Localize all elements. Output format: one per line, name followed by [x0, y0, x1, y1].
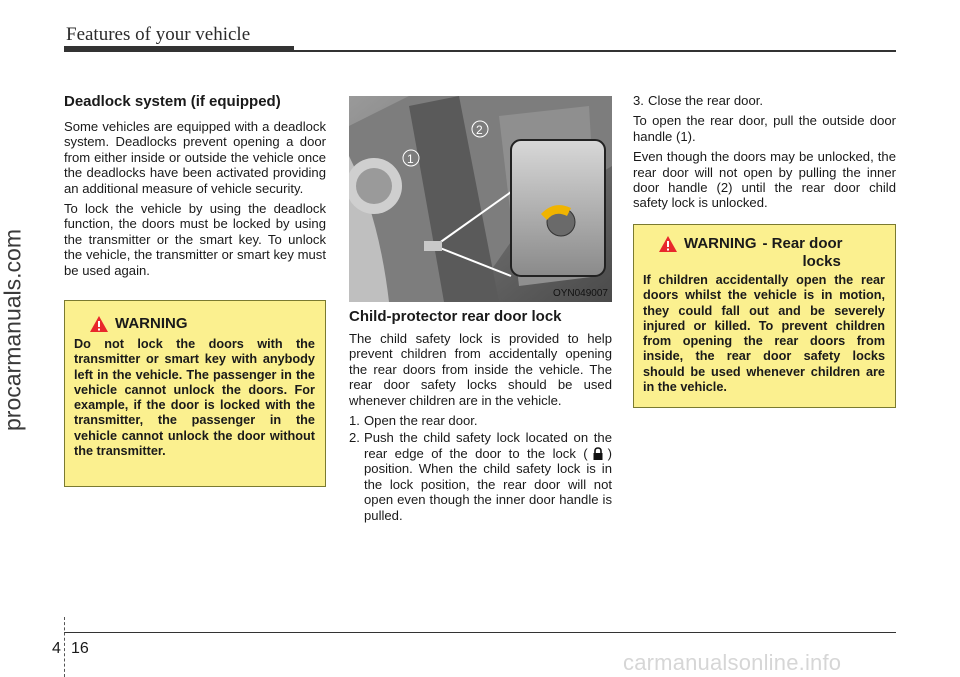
footer-rule	[64, 632, 896, 633]
warning-subtitle: - Rear door locks	[762, 235, 843, 270]
deadlock-paragraph-2: To lock the vehicle by using the deadlock function, the doors must be locked by using the transmitter or the smart key. To unlock the vehicle, the transmitter or smart key must be used again.	[64, 201, 326, 278]
door-lock-illustration	[349, 96, 612, 302]
running-header: Features of your vehicle	[66, 24, 251, 45]
side-watermark-text: procarmanuals.com	[0, 229, 26, 431]
header-rule	[294, 50, 896, 52]
warning-box-deadlock	[64, 300, 326, 487]
footer-divider	[64, 617, 65, 677]
warning-title: WARNING	[115, 315, 188, 332]
warning-triangle-icon	[658, 235, 678, 253]
side-watermark	[0, 120, 28, 540]
deadlock-paragraph-1: Some vehicles are equipped with a deadlock system. Deadlocks prevent opening a door from either inside or outside the vehicle once the deadlocks have been activated providing an additional measure of vehicle security.	[64, 119, 326, 196]
unlock-note-paragraph: Even though the doors may be unlocked, the rear door will not open by pulling the inner door handle (2) until the rear door child safety lock is unlocked.	[633, 149, 896, 211]
warning-title: WARNING	[684, 235, 757, 252]
child-lock-heading: Child-protector rear door lock	[349, 308, 562, 325]
warning-box-rear-door	[633, 224, 896, 408]
figure-code: OYN049007	[552, 288, 608, 299]
callout-1: 1	[407, 152, 414, 166]
lock-icon	[592, 447, 604, 461]
deadlock-heading: Deadlock system (if equipped)	[64, 93, 281, 110]
bottom-watermark: carmanualsonline.info	[623, 650, 842, 675]
child-lock-steps	[349, 413, 612, 523]
rear-door-image	[349, 96, 612, 302]
column-left	[64, 93, 326, 278]
warning-text: If children accidentally open the rear doors whilst the vehicle is in motion, they could fall out and be severely injured or killed. To prevent children from opening the rear doors from inside, the rear door safety locks should be used whenever children are in the vehicle.	[643, 273, 885, 395]
header-bar	[64, 46, 294, 52]
step-2: 2. Push the child safety lock located on the rear edge of the door to the lock ( ) position. When the child safety lock is in the lock position, the rear door will not open even though the inner door handle is pulled.	[349, 430, 612, 523]
callout-2: 2	[476, 123, 483, 137]
page-number: 16	[71, 640, 89, 657]
step-3: 3. Close the rear door.	[633, 93, 763, 108]
section-number: 4	[52, 640, 61, 657]
column-right	[633, 93, 896, 211]
column-middle	[349, 308, 612, 523]
step-1: 1. Open the rear door.	[349, 413, 478, 429]
open-rear-door-paragraph: To open the rear door, pull the outside door handle (1).	[633, 113, 896, 144]
warning-triangle-icon	[89, 315, 109, 333]
child-lock-paragraph: The child safety lock is provided to help prevent children from accidentally opening the rear doors from inside the vehicle. The rear door safety locks should be used whenever children are in the vehicle.	[349, 331, 612, 408]
warning-text: Do not lock the doors with the transmitter or smart key with anybody left in the vehicle. The passenger in the vehicle cannot unlock the doors. For example, if the door is locked with the transmitter, the passenger in the vehicle cannot unlock the door without the transmitter.	[74, 337, 315, 459]
